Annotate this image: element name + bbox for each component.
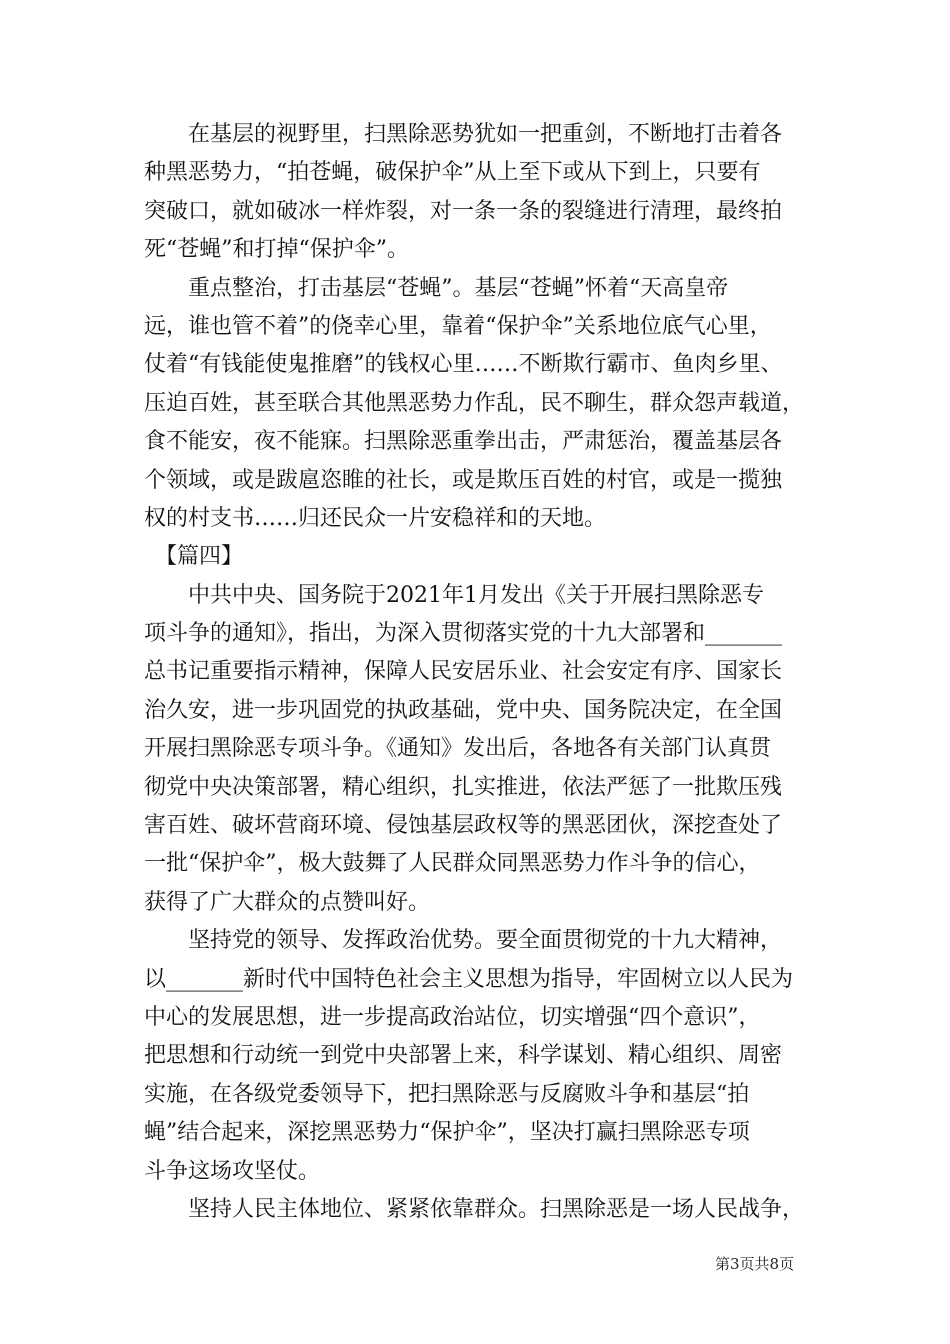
text-line: 彻党中央决策部署，精心组织，扎实推进，依法严惩了一批欺压残 [144,774,783,800]
text-line: 远，谁也管不着”的侥幸心里，靠着“保护伞”关系地位底气心里， [144,313,772,339]
text-line: 开展扫黑除恶专项斗争。《通知》发出后，各地各有关部门认真贯 [144,736,772,762]
text-line: 实施，在各级党委领导下，把扫黑除恶与反腐败斗争和基层“拍 [144,1081,750,1107]
text-line: 食不能安，夜不能寐。扫黑除恶重拳出击，严肃惩治，覆盖基层各 [144,429,783,455]
text-line: 蝇”结合起来，深挖黑恶势力“保护伞”，坚决打赢扫黑除恶专项 [144,1120,750,1146]
text-line: 突破口，就如破冰一样炸裂，对一条一条的裂缝进行清理，最终拍 [144,198,783,224]
text-line: 中心的发展思想，进一步提高政治站位，切实增强“四个意识”， [144,1004,761,1030]
text-line: 坚持党的领导、发挥政治优势。要全面贯彻党的十九大精神， [144,928,783,954]
text-line: 在基层的视野里，扫黑除恶势犹如一把重剑，不断地打击着各 [144,122,783,147]
text-line: 总书记重要指示精神，保障人民安居乐业、社会安定有序、国家长 [144,659,783,685]
text-line: 坚持人民主体地位、紧紧依靠群众。扫黑除恶是一场人民战争， [144,1196,805,1222]
text-line: 种黑恶势力，“拍苍蝇，破保护伞”从上至下或从下到上，只要有 [144,160,761,186]
text-line: 重点整治，打击基层“苍蝇”。基层“苍蝇”怀着“天高皇帝 [144,275,729,301]
text-line: 一批“保护伞”，极大鼓舞了人民群众同黑恶势力作斗争的信心， [144,851,761,877]
text-line: 死“苍蝇”和打掉“保护伞”。 [144,237,409,263]
text-line: 个领域，或是跋扈恣睢的社长，或是欺压百姓的村官，或是一揽独 [144,467,783,493]
text-line: 斗争这场攻坚仗。 [144,1158,321,1184]
text-line: 获得了广大群众的点赞叫好。 [144,889,431,915]
text-line: 治久安，进一步巩固党的执政基础，党中央、国务院决定，在全国 [144,697,783,723]
text-line: 把思想和行动统一到党中央部署上来，科学谋划、精心组织、周密 [144,1043,783,1069]
text-line: 害百姓、破坏营商环境、侵蚀基层政权等的黑恶团伙，深挖查处了 [144,813,783,839]
text-line: 压迫百姓，甚至联合其他黑恶势力作乱，民不聊生，群众怨声载道， [144,390,805,416]
text-line: 【篇四】 [144,544,244,570]
document-body [144,116,824,1229]
text-line: 仗着“有钱能使鬼推磨”的钱权心里……不断欺行霸市、鱼肉乡里、 [144,352,783,378]
text-line: 权的村支书……归还民众一片安稳祥和的天地。 [144,505,607,531]
text-line: 以_______新时代中国特色社会主义思想为指导，牢固树立以人民为 [144,966,794,992]
page-number: 第3页共8页 [715,1255,795,1273]
text-line: 中共中央、国务院于2021年1月发出《关于开展扫黑除恶专 [144,582,764,608]
text-line: 项斗争的通知》，指出，为深入贯彻落实党的十九大部署和_______ [144,621,783,647]
